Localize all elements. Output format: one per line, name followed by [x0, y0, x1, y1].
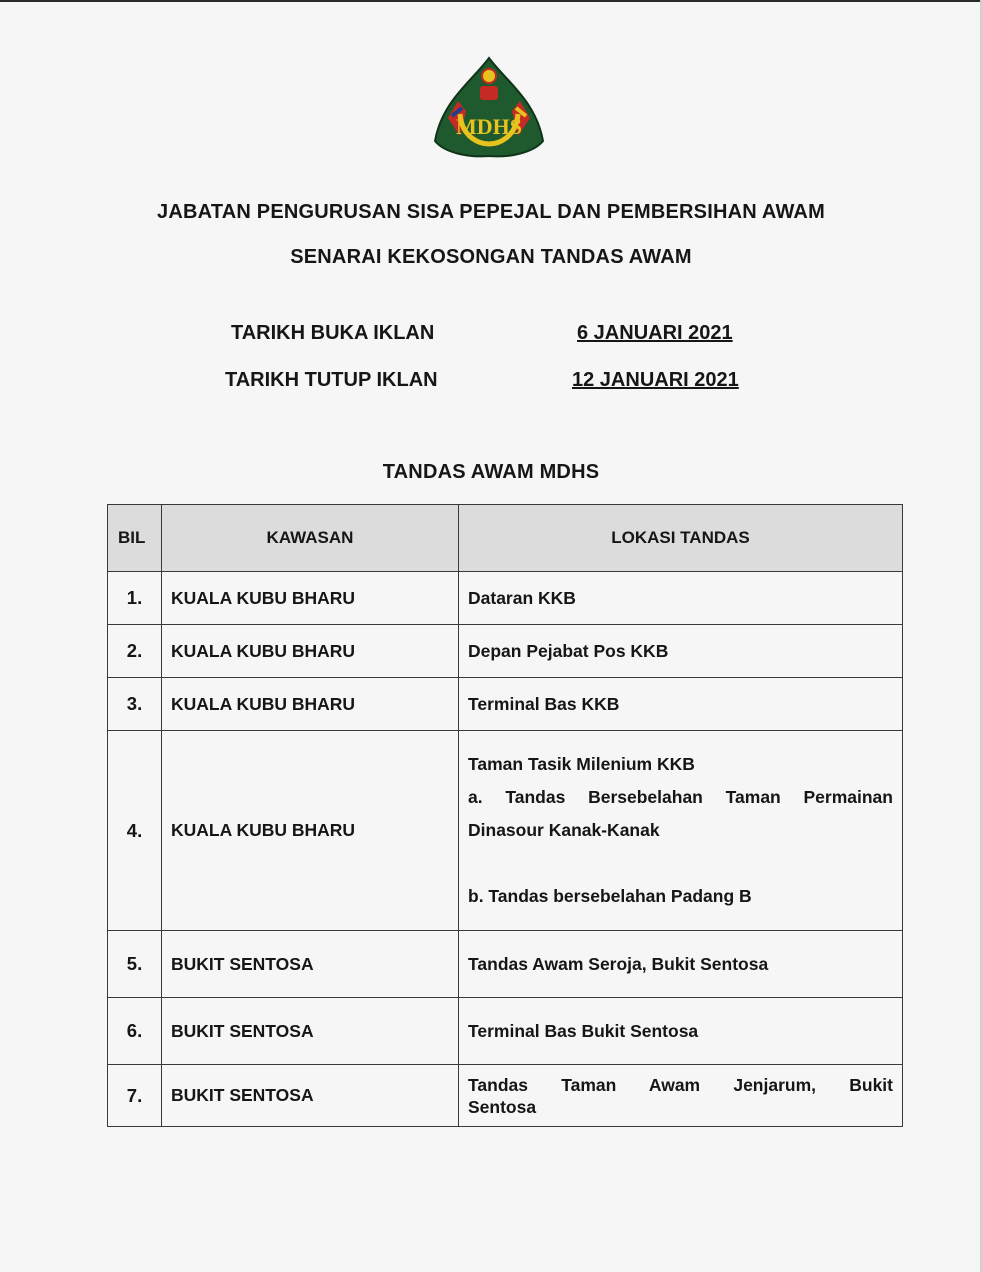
mdhs-crest-icon	[432, 56, 546, 160]
row-bil: 3.	[108, 678, 162, 731]
toilet-vacancy-table	[107, 504, 903, 1127]
row-bil: 7.	[108, 1065, 162, 1127]
lokasi-line: b. Tandas bersebelahan Padang B	[468, 886, 752, 906]
row-lokasi	[459, 1065, 903, 1127]
row-kawasan: BUKIT SENTOSA	[162, 1065, 459, 1127]
close-date-label: TARIKH TUTUP IKLAN	[225, 369, 438, 391]
row-lokasi: Terminal Bas KKB	[459, 678, 903, 731]
header-lokasi: LOKASI TANDAS	[459, 505, 903, 572]
row-kawasan: KUALA KUBU BHARU	[162, 625, 459, 678]
svg-text:MDHS: MDHS	[456, 114, 522, 139]
row-kawasan: KUALA KUBU BHARU	[162, 731, 459, 931]
table-row	[108, 625, 903, 678]
lokasi-line: a. Tandas Bersebelahan Taman Permainan	[468, 787, 893, 807]
row-lokasi: Terminal Bas Bukit Sentosa	[459, 998, 903, 1065]
row-bil: 2.	[108, 625, 162, 678]
row-lokasi: Depan Pejabat Pos KKB	[459, 625, 903, 678]
row-lokasi: Tandas Awam Seroja, Bukit Sentosa	[459, 931, 903, 998]
close-date-value: 12 JANUARI 2021	[572, 369, 739, 391]
header-kawasan: KAWASAN	[162, 505, 459, 572]
department-title: JABATAN PENGURUSAN SISA PEPEJAL DAN PEMBERSIHAN AWAM	[157, 201, 825, 223]
header-bil: BIL	[108, 505, 162, 572]
row-kawasan: BUKIT SENTOSA	[162, 931, 459, 998]
lokasi-line: Taman Tasik Milenium KKB	[468, 754, 695, 774]
table-row	[108, 998, 903, 1065]
table-row	[108, 731, 903, 931]
table-row	[108, 1065, 903, 1127]
table-row	[108, 931, 903, 998]
document-subtitle: SENARAI KEKOSONGAN TANDAS AWAM	[290, 246, 692, 268]
lokasi-line: Sentosa	[468, 1096, 537, 1117]
open-date-value: 6 JANUARI 2021	[577, 322, 733, 344]
row-lokasi: Dataran KKB	[459, 572, 903, 625]
row-bil: 1.	[108, 572, 162, 625]
top-border	[0, 0, 982, 2]
table-header-row	[108, 505, 903, 572]
section-title: TANDAS AWAM MDHS	[382, 461, 600, 483]
lokasi-line: Dinasour Kanak-Kanak	[468, 820, 660, 840]
table-row	[108, 572, 903, 625]
row-kawasan: BUKIT SENTOSA	[162, 998, 459, 1065]
row-bil: 6.	[108, 998, 162, 1065]
row-bil: 4.	[108, 731, 162, 931]
row-lokasi	[459, 731, 903, 931]
table-row	[108, 678, 903, 731]
lokasi-line: Tandas Taman Awam Jenjarum, Bukit	[468, 1074, 893, 1095]
row-kawasan: KUALA KUBU BHARU	[162, 572, 459, 625]
row-kawasan: KUALA KUBU BHARU	[162, 678, 459, 731]
open-date-label: TARIKH BUKA IKLAN	[231, 322, 435, 344]
row-bil: 5.	[108, 931, 162, 998]
